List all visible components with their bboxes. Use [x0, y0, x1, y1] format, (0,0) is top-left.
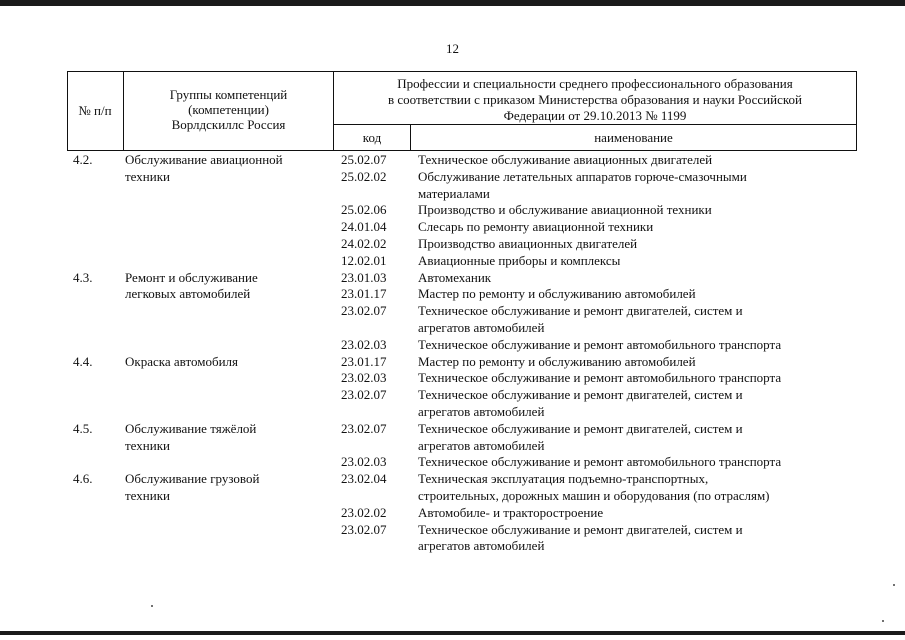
table-row: [333, 354, 857, 371]
header-col-groups-line: (компетенции): [188, 102, 269, 117]
header-col-professions-line: Федерации от 29.10.2013 № 1199: [503, 108, 687, 123]
profession-code: 23.02.07: [341, 521, 387, 537]
group-name-line: Обслуживание грузовой: [125, 471, 260, 487]
profession-name-line: Техническое обслуживание авиационных двигателей: [418, 152, 713, 167]
profession-name-line: Техническая эксплуатация подъемно-транспортных,: [418, 471, 709, 487]
group-name: [123, 471, 333, 505]
profession-code: 23.02.07: [341, 387, 387, 403]
header-border-bottom: [67, 150, 857, 151]
scan-border-bottom: [0, 631, 905, 635]
profession-name-line: агрегатов автомобилей: [418, 319, 545, 335]
table-row: [333, 253, 857, 270]
profession-name: [414, 354, 857, 371]
profession-code: 23.02.07: [341, 420, 387, 436]
group-name-line: Окраска автомобиля: [125, 353, 238, 369]
table-body: [67, 152, 857, 555]
profession-name-line: агрегатов автомобилей: [418, 538, 545, 554]
profession-code: 25.02.06: [341, 202, 387, 218]
profession-name-line: Слесарь по ремонту авиационной техники: [418, 219, 654, 235]
group-items: [333, 152, 857, 270]
profession-name-line: Техническое обслуживание и ремонт двигателей, систем и: [418, 420, 743, 436]
header-sub-name: наименование: [594, 130, 673, 145]
header-border-top: [67, 71, 857, 72]
group-name-line: Ремонт и обслуживание: [125, 269, 258, 285]
header-col-professions-line: в соответствии с приказом Министерства образования и науки Российской: [388, 92, 802, 107]
group-name-line: Обслуживание авиационной: [125, 152, 283, 167]
profession-name-line: материалами: [418, 185, 490, 201]
page-number: 12: [446, 41, 459, 56]
profession-name: [414, 370, 857, 387]
profession-name-line: Техническое обслуживание и ремонт двигателей, систем и: [418, 387, 743, 403]
group-name: [123, 354, 333, 371]
profession-name-line: Обслуживание летательных аппаратов горюче-смазочными: [418, 168, 747, 184]
scan-speck: [882, 620, 884, 622]
table-row-group: [67, 471, 857, 555]
profession-name: [414, 270, 857, 287]
table-row-group: [67, 270, 857, 354]
table-row: [333, 152, 857, 169]
group-number: 4.6.: [73, 471, 93, 487]
profession-code: 23.01.17: [341, 353, 387, 369]
table-row: [333, 337, 857, 354]
header-sub-code: код: [362, 130, 382, 145]
scan-speck: [151, 605, 153, 607]
table-row-group: [67, 421, 857, 471]
profession-code: 25.02.02: [341, 168, 387, 184]
profession-name-line: Техническое обслуживание и ремонт автомобильного транспорта: [418, 370, 782, 386]
header-col-num: № п/п: [78, 103, 112, 118]
profession-name-line: Техническое обслуживание и ремонт автомобильного транспорта: [418, 336, 782, 352]
header-border-right: [856, 71, 857, 151]
table-row: [333, 522, 857, 556]
profession-code: 23.01.17: [341, 286, 387, 302]
table-row: [333, 370, 857, 387]
profession-code: 23.02.03: [341, 370, 387, 386]
profession-name: [414, 387, 857, 421]
group-items: [333, 471, 857, 555]
profession-name-line: Производство авиационных двигателей: [418, 235, 638, 251]
profession-name: [414, 202, 857, 219]
table-row: [333, 202, 857, 219]
profession-name: [414, 169, 857, 203]
profession-code: 23.02.03: [341, 336, 387, 352]
profession-name-line: агрегатов автомобилей: [418, 403, 545, 419]
header-col-groups: [124, 87, 333, 132]
profession-name: [414, 303, 857, 337]
group-name-line: техники: [125, 487, 170, 503]
group-name: [123, 270, 333, 304]
table-row: [333, 471, 857, 505]
profession-name: [414, 337, 857, 354]
table-row: [333, 286, 857, 303]
table-row: [333, 454, 857, 471]
group-items: [333, 270, 857, 354]
group-name-line: легковых автомобилей: [125, 286, 251, 302]
header-divider-sub: [333, 124, 857, 125]
header-col-professions-line: Профессии и специальности среднего профессионального образования: [397, 76, 793, 91]
group-items: [333, 354, 857, 421]
profession-code: 25.02.07: [341, 152, 387, 167]
group-name-line: техники: [125, 437, 170, 453]
group-name: [123, 152, 333, 186]
profession-code: 23.02.03: [341, 454, 387, 470]
profession-name: [414, 152, 857, 169]
table-row: [333, 421, 857, 455]
table-row: [333, 270, 857, 287]
group-number: 4.3.: [73, 269, 93, 285]
profession-code: 24.02.02: [341, 235, 387, 251]
profession-name: [414, 253, 857, 270]
scan-speck: [893, 584, 895, 586]
table-row-group: [67, 152, 857, 270]
group-name-line: техники: [125, 168, 170, 184]
header-col-groups-line: Ворлдскиллс Россия: [171, 117, 286, 132]
table-row: [333, 387, 857, 421]
table-row: [333, 505, 857, 522]
group-number: 4.5.: [73, 420, 93, 436]
table-row: [333, 169, 857, 203]
profession-name-line: Мастер по ремонту и обслуживанию автомобилей: [418, 286, 696, 302]
profession-name: [414, 454, 857, 471]
profession-code: 23.02.02: [341, 504, 387, 520]
table-row-group: [67, 354, 857, 421]
scan-border-top: [0, 0, 905, 6]
group-items: [333, 421, 857, 471]
profession-name-line: Автомеханик: [418, 269, 492, 285]
profession-code: 23.02.04: [341, 471, 387, 487]
profession-name-line: агрегатов автомобилей: [418, 437, 545, 453]
profession-name: [414, 286, 857, 303]
profession-code: 24.01.04: [341, 219, 387, 235]
profession-name-line: Производство и обслуживание авиационной техники: [418, 202, 712, 218]
table-row: [333, 236, 857, 253]
table-row: [333, 303, 857, 337]
profession-name: [414, 219, 857, 236]
profession-name: [414, 505, 857, 522]
profession-code: 23.02.07: [341, 303, 387, 319]
profession-code: 12.02.01: [341, 252, 387, 268]
profession-name: [414, 522, 857, 556]
profession-name: [414, 421, 857, 455]
profession-name-line: Техническое обслуживание и ремонт двигателей, систем и: [418, 521, 743, 537]
header-col-professions: [334, 76, 856, 124]
profession-name-line: Авиационные приборы и комплексы: [418, 252, 621, 268]
profession-name: [414, 471, 857, 505]
profession-name-line: Автомобиле- и тракторостроение: [418, 504, 604, 520]
group-name: [123, 421, 333, 455]
header-col-groups-line: Группы компетенций: [169, 87, 288, 102]
profession-name-line: строительных, дорожных машин и оборудования (по отраслям): [418, 487, 770, 503]
profession-name-line: Техническое обслуживание и ремонт автомобильного транспорта: [418, 454, 782, 470]
group-number: 4.4.: [73, 353, 93, 369]
table-row: [333, 219, 857, 236]
profession-name-line: Мастер по ремонту и обслуживанию автомобилей: [418, 353, 696, 369]
group-name-line: Обслуживание тяжёлой: [125, 420, 257, 436]
profession-code: 23.01.03: [341, 269, 387, 285]
profession-name: [414, 236, 857, 253]
group-number: 4.2.: [73, 152, 93, 167]
profession-name-line: Техническое обслуживание и ремонт двигателей, систем и: [418, 303, 743, 319]
